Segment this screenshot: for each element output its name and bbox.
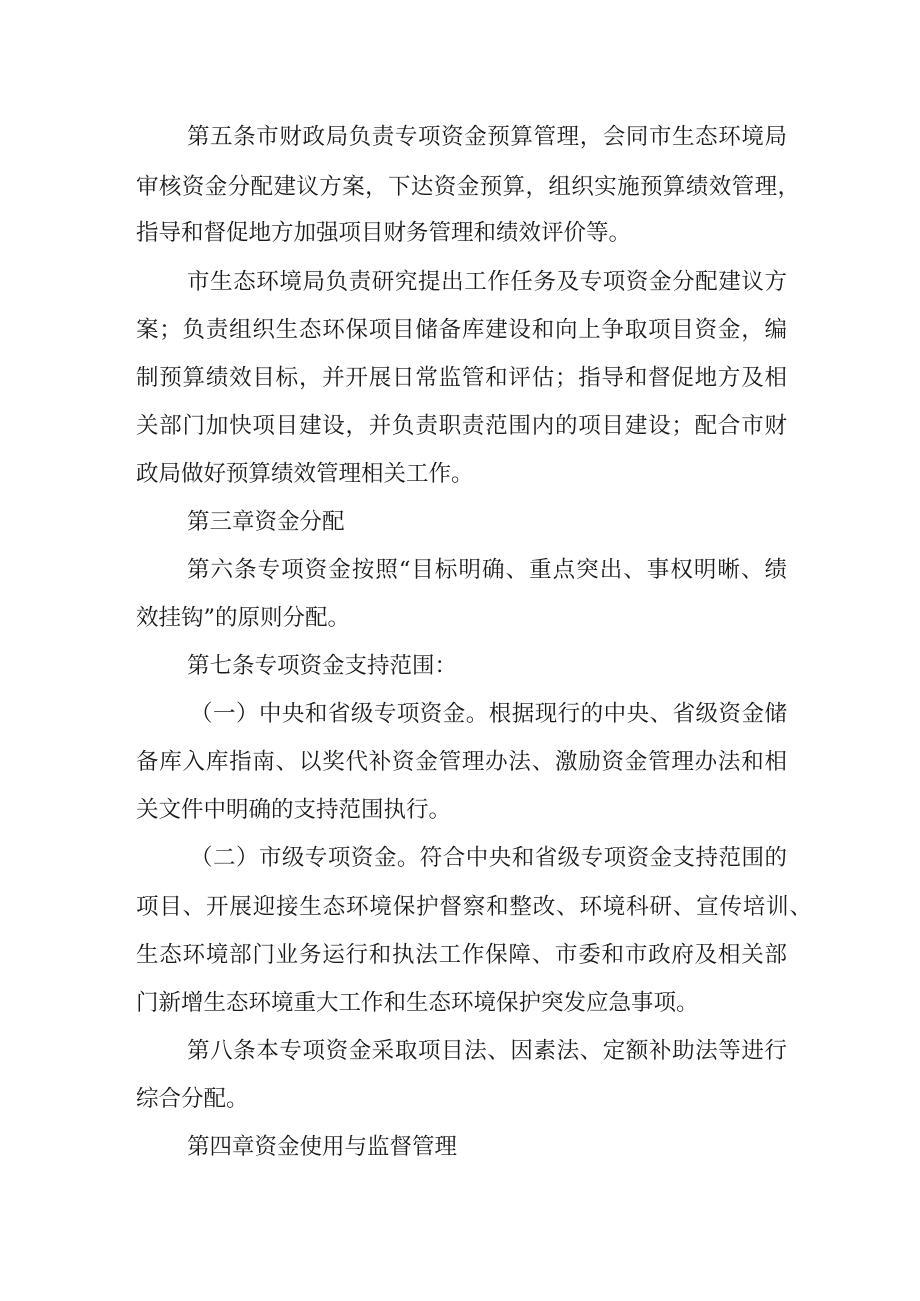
article-8-line-2: 综合分配。 <box>136 1086 249 1112</box>
eco-bureau-line-3: 制预算绩效目标，并开展日常监管和评估；指导和督促地方及相 <box>136 365 787 391</box>
eco-bureau-line-5: 政局做好预算绩效管理相关工作。 <box>136 461 474 487</box>
article-7-item-2-line-4: 门新增生态环境重大工作和生态环境保护突发应急事项。 <box>136 990 699 1016</box>
eco-bureau-line-2: 案；负责组织生态环保项目储备库建设和向上争取项目资金，编 <box>136 317 787 343</box>
article-6-line-2: 效挂钩”的原则分配。 <box>136 605 351 631</box>
article-7-item-1-line-3: 关文件中明确的支持范围执行。 <box>136 797 452 823</box>
eco-bureau-line-4: 关部门加快项目建设，并负责职责范围内的项目建设；配合市财 <box>136 413 787 439</box>
article-7-item-2-line-2: 项目、开展迎接生态环境保护督察和整改、环境科研、宣传培训、 <box>136 894 812 920</box>
article-7-item-1-line-2: 备库入库指南、以奖代补资金管理办法、激励资金管理办法和相 <box>136 749 787 775</box>
article-6-line-1: 第六条专项资金按照“目标明确、重点突出、事权明晰、绩 <box>187 557 787 583</box>
article-7-line-1: 第七条专项资金支持范围： <box>187 653 458 679</box>
chapter-3-heading: 第三章资金分配 <box>187 509 345 535</box>
chapter-4-heading: 第四章资金使用与监督管理 <box>187 1134 458 1160</box>
article-5-line-1: 第五条市财政局负责专项资金预算管理，会同市生态环境局 <box>187 124 787 150</box>
article-5-line-2: 审核资金分配建议方案，下达资金预算，组织实施预算绩效管理， <box>136 174 800 200</box>
article-7-item-2-line-3: 生态环境部门业务运行和执法工作保障、市委和市政府及相关部 <box>136 942 787 968</box>
article-7-item-2-line-1: （二）市级专项资金。符合中央和省级专项资金支持范围的 <box>190 845 787 871</box>
article-8-line-1: 第八条本专项资金采取项目法、因素法、定额补助法等进行 <box>187 1038 787 1064</box>
article-5-line-3: 指导和督促地方加强项目财务管理和绩效评价等。 <box>136 220 632 246</box>
article-7-item-1-line-1: （一）中央和省级专项资金。根据现行的中央、省级资金储 <box>190 701 787 727</box>
eco-bureau-line-1: 市生态环境局负责研究提出工作任务及专项资金分配建议方 <box>187 269 787 295</box>
